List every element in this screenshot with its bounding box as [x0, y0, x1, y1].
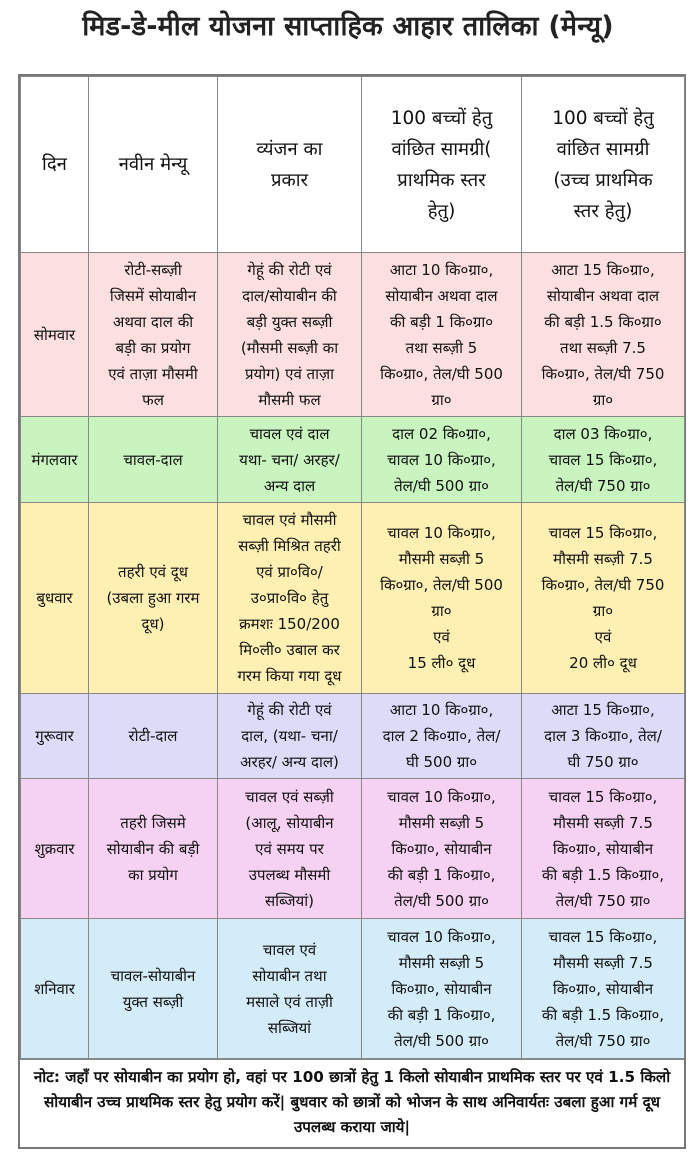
menu-cell: चावल-सोयाबीन युक्त सब्ज़ी	[89, 919, 218, 1059]
primary-cell: चावल 10 कि०ग्रा०, मौसमी सब्ज़ी 5 कि०ग्रा०, तेल/घी 500 ग्रा० एवं 15 ली० दूध	[362, 503, 522, 694]
table-row	[21, 694, 685, 779]
table-row	[21, 253, 685, 417]
upper-primary-cell: चावल 15 कि०ग्रा०, मौसमी सब्ज़ी 7.5 कि०ग्रा०, सोयाबीन की बड़ी 1.5 कि०ग्रा०, तेल/घी 750 ग्रा०	[522, 779, 685, 919]
upper-primary-cell: चावल 15 कि०ग्रा०, मौसमी सब्ज़ी 7.5 कि०ग्रा०, सोयाबीन की बड़ी 1.5 कि०ग्रा०, तेल/घी 750 ग्रा०	[522, 919, 685, 1059]
upper-primary-cell: दाल 03 कि०ग्रा०, चावल 15 कि०ग्रा०, तेल/घी 750 ग्रा०	[522, 417, 685, 503]
dish-type-cell: चावल एवं दाल यथा- चना/ अरहर/ अन्य दाल	[218, 417, 362, 503]
menu-cell: तहरी जिसमे सोयाबीन की बड़ी का प्रयोग	[89, 779, 218, 919]
header-upper-primary: 100 बच्चों हेतु वांछित सामग्री (उच्च प्राथमिक स्तर हेतु)	[522, 77, 685, 253]
day-cell: बुधवार	[21, 503, 89, 694]
dish-type-cell: गेहूं की रोटी एवं दाल, (यथा- चना/ अरहर/ अन्य दाल)	[218, 694, 362, 779]
menu-table-frame	[18, 74, 686, 1149]
dish-type-cell: चावल एवं सब्ज़ी (आलू, सोयाबीन एवं समय पर उपलब्ध मौसमी सब्जियां)	[218, 779, 362, 919]
primary-cell: आटा 10 कि०ग्रा०, सोयाबीन अथवा दाल की बड़ी 1 कि०ग्रा० तथा सब्ज़ी 5 कि०ग्रा०, तेल/घी 500 ग्रा०	[362, 253, 522, 417]
dish-type-cell: गेहूं की रोटी एवं दाल/सोयाबीन की बड़ी युक्त सब्ज़ी (मौसमी सब्ज़ी का प्रयोग) एवं ताज़ा मौसमी फल	[218, 253, 362, 417]
menu-cell: चावल-दाल	[89, 417, 218, 503]
table-row	[21, 779, 685, 919]
header-day: दिन	[21, 77, 89, 253]
menu-cell: तहरी एवं दूध (उबला हुआ गरम दूध)	[89, 503, 218, 694]
primary-cell: आटा 10 कि०ग्रा०, दाल 2 कि०ग्रा०, तेल/ घी 500 ग्रा०	[362, 694, 522, 779]
day-cell: सोमवार	[21, 253, 89, 417]
menu-table	[20, 76, 685, 1059]
menu-cell: रोटी-सब्ज़ी जिसमें सोयाबीन अथवा दाल की बड़ी का प्रयोग एवं ताज़ा मौसमी फल	[89, 253, 218, 417]
day-cell: मंगलवार	[21, 417, 89, 503]
day-cell: गुरूवार	[21, 694, 89, 779]
day-cell: शुक्रवार	[21, 779, 89, 919]
footnote: नोट: जहाँ पर सोयाबीन का प्रयोग हो, वहां पर 100 छात्रों हेतु 1 किलो सोयाबीन प्राथमिक स्तर पर एवं 1.5 किलो सोयाबीन उच्च प्राथमिक स्तर हेतु प्रयोग करें| बुधवार को छात्रों को भोजन के साथ अनिवार्यतः उबला हुआ गर्म दूध उपलब्ध कराया जाये|	[20, 1059, 684, 1147]
primary-cell: चावल 10 कि०ग्रा०, मौसमी सब्ज़ी 5 कि०ग्रा०, सोयाबीन की बड़ी 1 कि०ग्रा०, तेल/घी 500 ग्रा०	[362, 919, 522, 1059]
upper-primary-cell: आटा 15 कि०ग्रा०, दाल 3 कि०ग्रा०, तेल/ घी 750 ग्रा०	[522, 694, 685, 779]
table-row	[21, 919, 685, 1059]
primary-cell: चावल 10 कि०ग्रा०, मौसमी सब्ज़ी 5 कि०ग्रा०, सोयाबीन की बड़ी 1 कि०ग्रा०, तेल/घी 500 ग्रा०	[362, 779, 522, 919]
table-row	[21, 503, 685, 694]
menu-cell: रोटी-दाल	[89, 694, 218, 779]
upper-primary-cell: चावल 15 कि०ग्रा०, मौसमी सब्ज़ी 7.5 कि०ग्रा०, तेल/घी 750 ग्रा० एवं 20 ली० दूध	[522, 503, 685, 694]
day-cell: शनिवार	[21, 919, 89, 1059]
page-title: मिड-डे-मील योजना साप्ताहिक आहार तालिका (मेन्यू)	[82, 11, 614, 42]
header-row	[21, 77, 685, 253]
dish-type-cell: चावल एवं मौसमी सब्ज़ी मिश्रित तहरी एवं प्रा०वि०/ उ०प्रा०वि० हेतु क्रमशः 150/200 मि०ली० उबाल कर गरम किया गया दूध	[218, 503, 362, 694]
header-menu: नवीन मेन्यू	[89, 77, 218, 253]
primary-cell: दाल 02 कि०ग्रा०, चावल 10 कि०ग्रा०, तेल/घी 500 ग्रा०	[362, 417, 522, 503]
dish-type-cell: चावल एवं सोयाबीन तथा मसाले एवं ताज़ी सब्जियां	[218, 919, 362, 1059]
table-row	[21, 417, 685, 503]
header-dish-type: व्यंजन का प्रकार	[218, 77, 362, 253]
upper-primary-cell: आटा 15 कि०ग्रा०, सोयाबीन अथवा दाल की बड़ी 1.5 कि०ग्रा० तथा सब्ज़ी 7.5 कि०ग्रा०, तेल/घी 750 ग्रा०	[522, 253, 685, 417]
header-primary: 100 बच्चों हेतु वांछित सामग्री( प्राथमिक स्तर हेतु)	[362, 77, 522, 253]
